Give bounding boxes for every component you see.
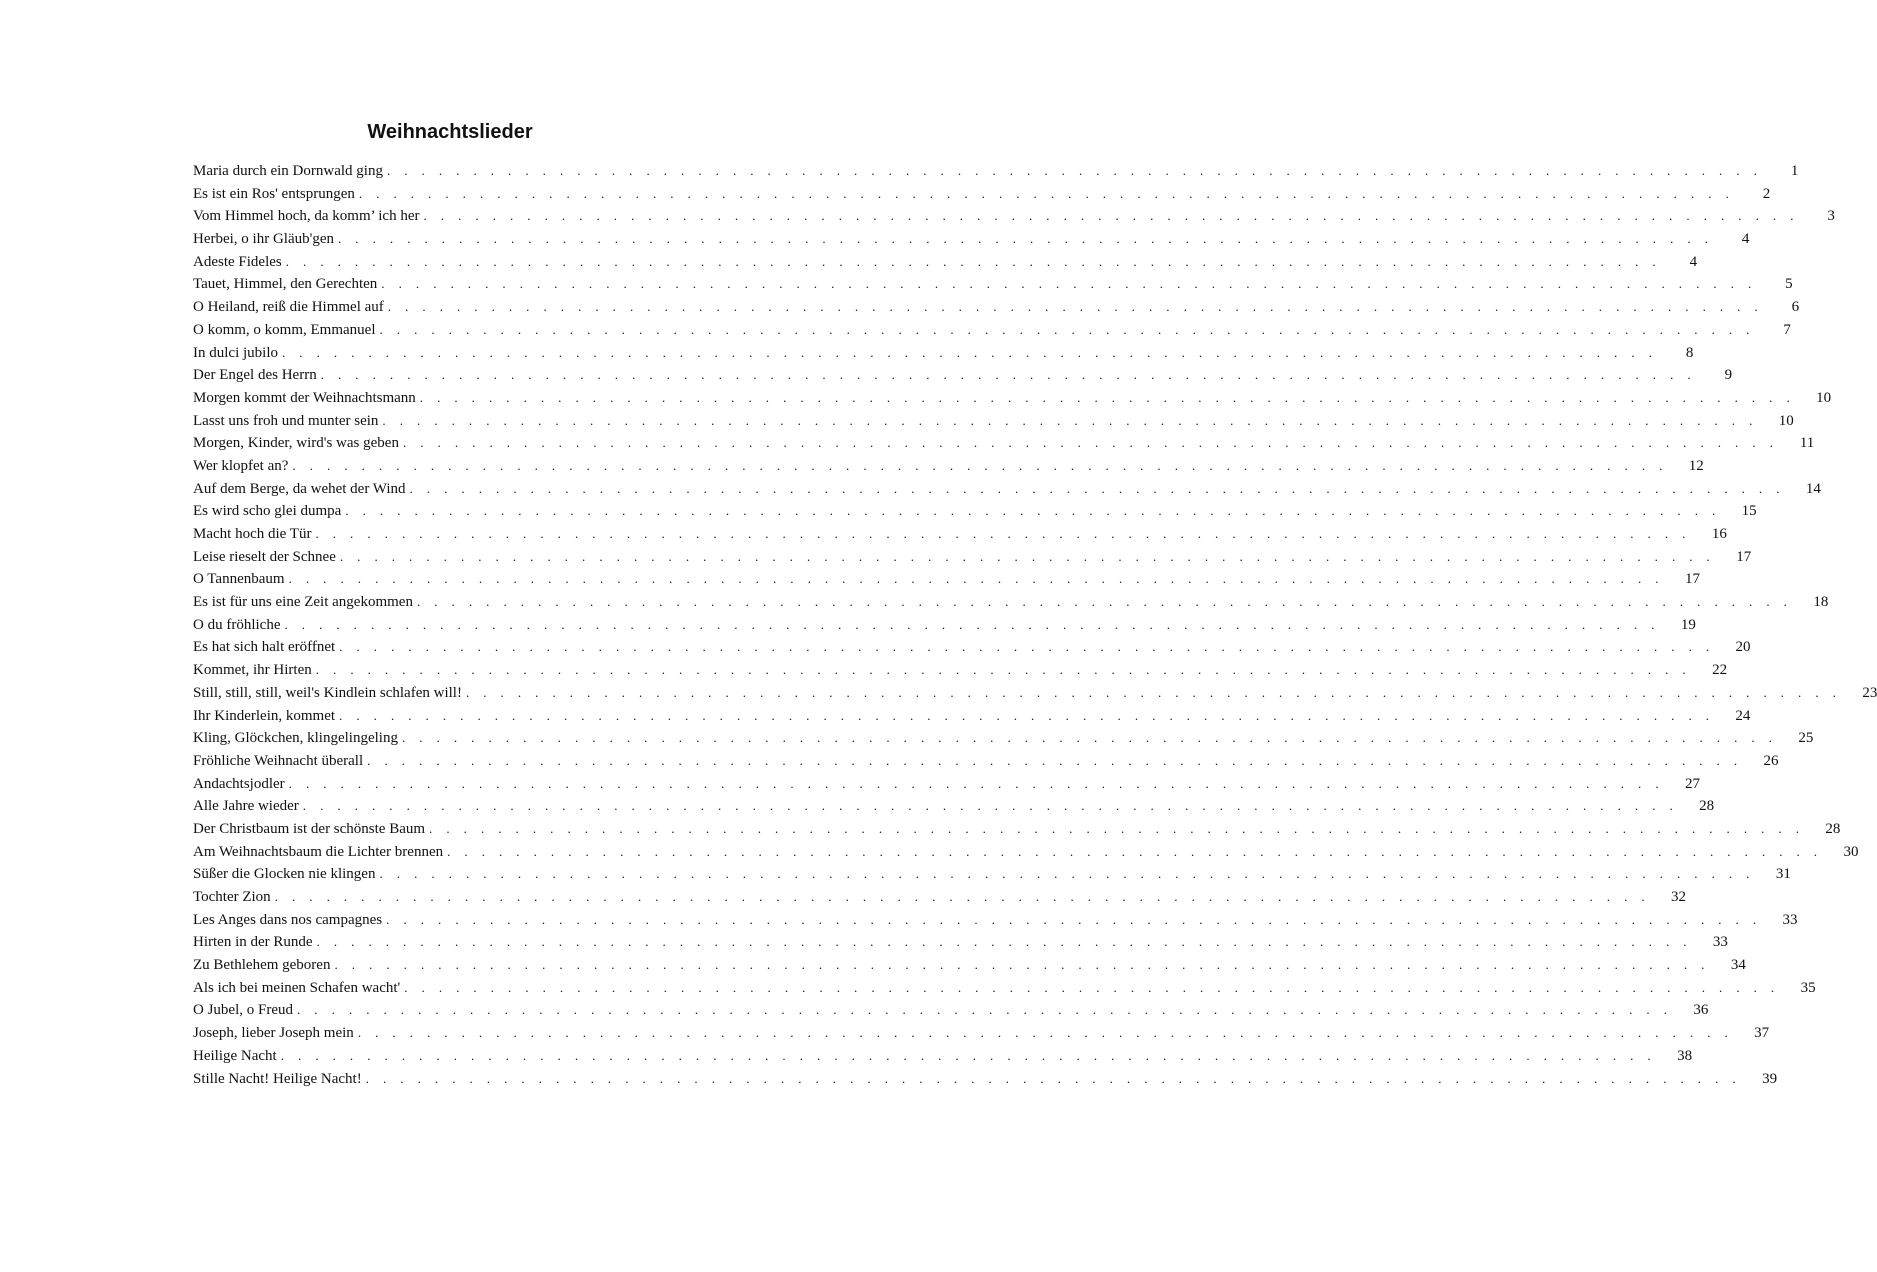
- toc-entry-page-number: 3: [1827, 208, 1835, 225]
- toc-entry: [193, 705, 1751, 728]
- toc-entry-page-number: 24: [1735, 707, 1751, 724]
- toc-entry: [193, 205, 1835, 228]
- toc-entry-page-number: 20: [1735, 639, 1751, 656]
- dot-leader: . . . . . . . . . . . . . . . . . . . . . . . . . . . . . . . . . . . . . . . . . . . . . . . . . . . . . . . . . . . . . . . . . . . . . . . . . . . . . . . .: [320, 367, 1697, 383]
- dot-leader: . . . . . . . . . . . . . . . . . . . . . . . . . . . . . . . . . . . . . . . . . . . . . . . . . . . . . . . . . . . . . . . . . . . . . . . . . . . . . . . .: [285, 253, 1662, 269]
- toc-entry-title: Zu Bethlehem geboren: [193, 957, 331, 974]
- toc-entry-title: Still, still, still, weil's Kindlein schlafen will!: [193, 684, 462, 701]
- toc-entry: [193, 682, 1877, 705]
- toc-entry-title: O Tannenbaum: [193, 571, 285, 588]
- toc-entry-page-number: 8: [1685, 344, 1694, 361]
- dot-leader: . . . . . . . . . . . . . . . . . . . . . . . . . . . . . . . . . . . . . . . . . . . . . . . . . . . . . . . . . . . . . . . . . . . . . . . . . . . . . . . .: [280, 1047, 1657, 1063]
- toc-entry-title: Es hat sich halt eröffnet: [193, 639, 336, 656]
- toc-entry: [193, 478, 1821, 501]
- toc-entry-page-number: 33: [1782, 911, 1798, 928]
- dot-leader: . . . . . . . . . . . . . . . . . . . . . . . . . . . . . . . . . . . . . . . . . . . . . . . . . . . . . . . . . . . . . . . . . . . . . . . . . . . . . . . .: [274, 889, 1651, 904]
- dot-leader: . . . . . . . . . . . . . . . . . . . . . . . . . . . . . . . . . . . . . . . . . . . . . . . . . . . . . . . . . . . . . . . . . . . . . . . . . . . . . . . .: [379, 321, 1755, 337]
- toc-entry-page-number: 6: [1791, 299, 1800, 316]
- toc-entry-page-number: 10: [1816, 389, 1832, 406]
- dot-leader: . . . . . . . . . . . . . . . . . . . . . . . . . . . . . . . . . . . . . . . . . . . . . . . . . . . . . . . . . . . . . . . . . . . . . . . . . . . . . . . .: [386, 911, 1762, 927]
- toc-entry-page-number: 23: [1862, 684, 1877, 701]
- toc-entry-page-number: 37: [1754, 1025, 1770, 1042]
- toc-entry: [193, 659, 1728, 682]
- toc-entry: [193, 999, 1709, 1022]
- toc-entry: [193, 614, 1696, 637]
- dot-leader: . . . . . . . . . . . . . . . . . . . . . . . . . . . . . . . . . . . . . . . . . . . . . . . . . . . . . . . . . . . . . . . . . . . . . . . . . . . . . . . .: [292, 457, 1668, 473]
- toc-entry-page-number: 4: [1689, 253, 1698, 270]
- toc-entry-title: O komm, o komm, Emmanuel: [193, 321, 376, 338]
- toc-entry-title: Ihr Kinderlein, kommet: [193, 707, 336, 724]
- dot-leader: . . . . . . . . . . . . . . . . . . . . . . . . . . . . . . . . . . . . . . . . . . . . . . . . . . . . . . . . . . . . . . . . . . . . . . . . . . . . . . . .: [379, 866, 1755, 882]
- toc-entry-title: Les Anges dans nos campagnes: [193, 911, 383, 928]
- toc-entry: [193, 727, 1814, 750]
- toc-entry-title: Macht hoch die Tür: [193, 526, 312, 542]
- toc-entry: [193, 773, 1700, 796]
- toc-entry-title: Morgen kommt der Weihnachtsmann: [193, 389, 416, 406]
- dot-leader: . . . . . . . . . . . . . . . . . . . . . . . . . . . . . . . . . . . . . . . . . . . . . . . . . . . . . . . . . . . . . . . . . . . . . . . . . . . . . . . .: [357, 1025, 1734, 1041]
- dot-leader: . . . . . . . . . . . . . . . . . . . . . . . . . . . . . . . . . . . . . . . . . . . . . . . . . . . . . . . . . . . . . . . . . . . . . . . . . . . . . . . .: [386, 163, 1763, 178]
- toc-entry-title: Der Engel des Herrn: [193, 367, 317, 384]
- toc-entry: [193, 1068, 1778, 1091]
- toc-entry-title: Auf dem Berge, da wehet der Wind: [193, 480, 406, 497]
- dot-leader: . . . . . . . . . . . . . . . . . . . . . . . . . . . . . . . . . . . . . . . . . . . . . . . . . . . . . . . . . . . . . . . . . . . . . . . . . . . . . . . .: [339, 548, 1716, 564]
- toc-entry-title: Es ist für uns eine Zeit angekommen: [193, 594, 413, 611]
- toc-entry-title: Tochter Zion: [193, 889, 271, 905]
- toc-entry-title: Kommet, ihr Hirten: [193, 662, 312, 679]
- toc-entry: [193, 523, 1727, 546]
- toc-entry: [193, 296, 1800, 319]
- toc-entry-page-number: 12: [1688, 457, 1704, 474]
- toc-entry: [193, 591, 1829, 614]
- toc-entry-page-number: 17: [1684, 571, 1700, 588]
- toc-entry-page-number: 16: [1711, 526, 1727, 542]
- toc-entry: [193, 273, 1793, 296]
- toc-entry-title: Es wird scho glei dumpa: [193, 503, 342, 520]
- dot-leader: . . . . . . . . . . . . . . . . . . . . . . . . . . . . . . . . . . . . . . . . . . . . . . . . . . . . . . . . . . . . . . . . . . . . . . . . . . . . . . . .: [288, 775, 1664, 791]
- dot-leader: . . . . . . . . . . . . . . . . . . . . . . . . . . . . . . . . . . . . . . . . . . . . . . . . . . . . . . . . . . . . . . . . . . . . . . . . . . . . . . . .: [382, 412, 1758, 428]
- toc-entry-page-number: 36: [1693, 1002, 1709, 1019]
- toc-entry-title: Lasst uns froh und munter sein: [193, 412, 379, 429]
- dot-leader: . . . . . . . . . . . . . . . . . . . . . . . . . . . . . . . . . . . . . . . . . . . . . . . . . . . . . . . . . . . . . . . . . . . . . . . . . . . . . . . .: [345, 503, 1721, 519]
- toc-entry: [193, 183, 1771, 206]
- toc-entry-page-number: 30: [1843, 843, 1859, 860]
- toc-entry: [193, 342, 1694, 365]
- toc-entry-title: Heilige Nacht: [193, 1047, 277, 1064]
- dot-leader: . . . . . . . . . . . . . . . . . . . . . . . . . . . . . . . . . . . . . . . . . . . . . . . . . . . . . . . . . . . . . . . . . . . . . . . . . . . . . . . .: [282, 344, 1658, 360]
- toc-entry-page-number: 26: [1763, 752, 1779, 769]
- toc-entry-title: Alle Jahre wieder: [193, 798, 299, 815]
- toc-entry-page-number: 15: [1741, 503, 1757, 520]
- toc-entry-title: Herbei, o ihr Gläub'gen: [193, 231, 334, 248]
- toc-entry: [193, 795, 1715, 818]
- toc-entry-title: O Jubel, o Freud: [193, 1002, 293, 1019]
- toc-entry: [193, 841, 1859, 864]
- dot-leader: . . . . . . . . . . . . . . . . . . . . . . . . . . . . . . . . . . . . . . . . . . . . . . . . . . . . . . . . . . . . . . . . . . . . . . . . . . . . . . . .: [288, 571, 1664, 587]
- dot-leader: . . . . . . . . . . . . . . . . . . . . . . . . . . . . . . . . . . . . . . . . . . . . . . . . . . . . . . . . . . . . . . . . . . . . . . . . . . . . . . . .: [338, 231, 1714, 247]
- toc-entry: [193, 160, 1799, 183]
- toc-entry-page-number: 38: [1677, 1047, 1693, 1064]
- toc-entry: [193, 909, 1798, 932]
- dot-leader: . . . . . . . . . . . . . . . . . . . . . . . . . . . . . . . . . . . . . . . . . . . . . . . . . . . . . . . . . . . . . . . . . . . . . . . . . . . . . . . .: [339, 639, 1715, 655]
- toc-entry: [193, 455, 1704, 478]
- toc-entry: [193, 886, 1687, 909]
- dot-leader: . . . . . . . . . . . . . . . . . . . . . . . . . . . . . . . . . . . . . . . . . . . . . . . . . . . . . . . . . . . . . . . . . . . . . . . . . . . . . . . .: [381, 276, 1757, 292]
- dot-leader: . . . . . . . . . . . . . . . . . . . . . . . . . . . . . . . . . . . . . . . . . . . . . . . . . . . . . . . . . . . . . . . . . . . . . . . . . . . . . . . .: [423, 208, 1799, 224]
- dot-leader: . . . . . . . . . . . . . . . . . . . . . . . . . . . . . . . . . . . . . . . . . . . . . . . . . . . . . . . . . . . . . . . . . . . . . . . . . . . . . . . .: [419, 389, 1796, 405]
- toc-entry: [193, 750, 1779, 773]
- toc-entry-page-number: 10: [1778, 412, 1794, 429]
- toc-entry: [193, 251, 1698, 274]
- dot-leader: . . . . . . . . . . . . . . . . . . . . . . . . . . . . . . . . . . . . . . . . . . . . . . . . . . . . . . . . . . . . . . . . . . . . . . . . . . . . . . . .: [316, 934, 1692, 950]
- dot-leader: . . . . . . . . . . . . . . . . . . . . . . . . . . . . . . . . . . . . . . . . . . . . . . . . . . . . . . . . . . . . . . . . . . . . . . . . . . . . . . . .: [297, 1002, 1673, 1018]
- toc-entry: [193, 931, 1728, 954]
- toc-entry-page-number: 4: [1741, 231, 1750, 248]
- toc-entry-page-number: 14: [1805, 480, 1821, 497]
- dot-leader: . . . . . . . . . . . . . . . . . . . . . . . . . . . . . . . . . . . . . . . . . . . . . . . . . . . . . . . . . . . . . . . . . . . . . . . . . . . . . . . .: [447, 843, 1823, 859]
- page-title: Weihnachtslieder: [367, 121, 533, 143]
- toc-entry-title: Stille Nacht! Heilige Nacht!: [193, 1070, 362, 1087]
- toc-entry: [193, 319, 1791, 342]
- dot-leader: . . . . . . . . . . . . . . . . . . . . . . . . . . . . . . . . . . . . . . . . . . . . . . . . . . . . . . . . . . . . . . . . . . . . . . . . . . . . . . . .: [404, 979, 1780, 995]
- toc-entry: [193, 387, 1832, 410]
- toc-entry-page-number: 1: [1790, 163, 1799, 179]
- toc-entry-page-number: 2: [1762, 185, 1771, 202]
- toc-entry-title: Vom Himmel hoch, da komm’ ich her: [193, 208, 420, 225]
- toc-entry-page-number: 28: [1699, 798, 1715, 815]
- toc-entry-title: Süßer die Glocken nie klingen: [193, 866, 376, 883]
- toc-entry: [193, 954, 1746, 977]
- dot-leader: . . . . . . . . . . . . . . . . . . . . . . . . . . . . . . . . . . . . . . . . . . . . . . . . . . . . . . . . . . . . . . . . . . . . . . . . . . . . . . . .: [334, 957, 1710, 973]
- toc-entry: [193, 1045, 1693, 1068]
- toc-entry-page-number: 17: [1736, 548, 1752, 565]
- toc-entry: [193, 500, 1757, 523]
- dot-leader: . . . . . . . . . . . . . . . . . . . . . . . . . . . . . . . . . . . . . . . . . . . . . . . . . . . . . . . . . . . . . . . . . . . . . . . . . . . . . . . .: [284, 616, 1660, 632]
- toc-entry: [193, 863, 1791, 886]
- toc-entry: [193, 568, 1700, 591]
- dot-leader: . . . . . . . . . . . . . . . . . . . . . . . . . . . . . . . . . . . . . . . . . . . . . . . . . . . . . . . . . . . . . . . . . . . . . . . . . . . . . . . .: [315, 526, 1691, 541]
- dot-leader: . . . . . . . . . . . . . . . . . . . . . . . . . . . . . . . . . . . . . . . . . . . . . . . . . . . . . . . . . . . . . . . . . . . . . . . . . . . . . . . .: [339, 707, 1715, 723]
- toc-entry-page-number: 11: [1799, 435, 1815, 452]
- toc-entry-title: Morgen, Kinder, wird's was geben: [193, 435, 399, 452]
- toc-entry-title: Wer klopfet an?: [193, 457, 289, 474]
- toc-entry-title: Maria durch ein Dornwald ging: [193, 163, 383, 179]
- toc-entry-title: Leise rieselt der Schnee: [193, 548, 336, 565]
- toc-entry: [193, 1022, 1770, 1045]
- toc-entry-page-number: 32: [1671, 889, 1687, 905]
- toc-entry: [193, 364, 1733, 387]
- dot-leader: . . . . . . . . . . . . . . . . . . . . . . . . . . . . . . . . . . . . . . . . . . . . . . . . . . . . . . . . . . . . . . . . . . . . . . . . . . . . . . . .: [429, 820, 1805, 836]
- toc-entry-title: In dulci jubilo: [193, 344, 278, 361]
- dot-leader: . . . . . . . . . . . . . . . . . . . . . . . . . . . . . . . . . . . . . . . . . . . . . . . . . . . . . . . . . . . . . . . . . . . . . . . . . . . . . . . .: [402, 435, 1779, 451]
- toc-entry-title: Es ist ein Ros' entsprungen: [193, 185, 355, 202]
- toc-entry: [193, 636, 1751, 659]
- toc-entry-page-number: 35: [1800, 979, 1816, 996]
- toc-entry-title: Tauet, Himmel, den Gerechten: [193, 276, 378, 293]
- dot-leader: . . . . . . . . . . . . . . . . . . . . . . . . . . . . . . . . . . . . . . . . . . . . . . . . . . . . . . . . . . . . . . . . . . . . . . . . . . . . . . . .: [367, 752, 1743, 768]
- toc-entry-page-number: 19: [1680, 616, 1696, 633]
- toc-entry-page-number: 7: [1783, 321, 1791, 338]
- toc-entry-page-number: 39: [1762, 1070, 1778, 1087]
- dot-leader: . . . . . . . . . . . . . . . . . . . . . . . . . . . . . . . . . . . . . . . . . . . . . . . . . . . . . . . . . . . . . . . . . . . . . . . . . . . . . . . .: [387, 299, 1764, 315]
- toc-entry-title: Am Weihnachtsbaum die Lichter brennen: [193, 843, 444, 860]
- toc-entry-title: Joseph, lieber Joseph mein: [193, 1025, 354, 1042]
- toc-entry-page-number: 33: [1712, 934, 1728, 951]
- toc-entry: [193, 228, 1750, 251]
- dot-leader: . . . . . . . . . . . . . . . . . . . . . . . . . . . . . . . . . . . . . . . . . . . . . . . . . . . . . . . . . . . . . . . . . . . . . . . . . . . . . . . .: [315, 662, 1692, 678]
- toc-entry-page-number: 34: [1730, 957, 1746, 974]
- toc-entry-page-number: 22: [1712, 662, 1728, 679]
- dot-leader: . . . . . . . . . . . . . . . . . . . . . . . . . . . . . . . . . . . . . . . . . . . . . . . . . . . . . . . . . . . . . . . . . . . . . . . . . . . . . . . .: [358, 185, 1735, 201]
- toc-entry-title: Der Christbaum ist der schönste Baum: [193, 820, 426, 837]
- toc-entry-page-number: 28: [1825, 820, 1841, 837]
- toc-entry: [193, 546, 1752, 569]
- toc-entry-title: Kling, Glöckchen, klingelingeling: [193, 730, 398, 747]
- toc-entry: [193, 818, 1841, 841]
- toc-entry-page-number: 18: [1813, 594, 1829, 611]
- dot-leader: . . . . . . . . . . . . . . . . . . . . . . . . . . . . . . . . . . . . . . . . . . . . . . . . . . . . . . . . . . . . . . . . . . . . . . . . . . . . . . . .: [465, 684, 1842, 700]
- toc-entry-title: Fröhliche Weihnacht überall: [193, 752, 364, 769]
- toc-entry-title: Andachtsjodler: [193, 775, 285, 792]
- table-of-contents: [193, 160, 1877, 1090]
- dot-leader: . . . . . . . . . . . . . . . . . . . . . . . . . . . . . . . . . . . . . . . . . . . . . . . . . . . . . . . . . . . . . . . . . . . . . . . . . . . . . . . .: [409, 480, 1785, 496]
- toc-entry-page-number: 5: [1785, 276, 1793, 293]
- toc-entry: [193, 432, 1815, 455]
- toc-entry-title: O du fröhliche: [193, 616, 281, 633]
- toc-entry-page-number: 31: [1775, 866, 1791, 883]
- toc-entry-title: Hirten in der Runde: [193, 934, 313, 951]
- dot-leader: . . . . . . . . . . . . . . . . . . . . . . . . . . . . . . . . . . . . . . . . . . . . . . . . . . . . . . . . . . . . . . . . . . . . . . . . . . . . . . . .: [416, 594, 1793, 610]
- toc-entry: [193, 977, 1816, 1000]
- toc-entry-title: Adeste Fideles: [193, 253, 282, 270]
- dot-leader: . . . . . . . . . . . . . . . . . . . . . . . . . . . . . . . . . . . . . . . . . . . . . . . . . . . . . . . . . . . . . . . . . . . . . . . . . . . . . . . .: [302, 798, 1679, 814]
- toc-entry-page-number: 9: [1724, 367, 1733, 384]
- toc-entry-title: Als ich bei meinen Schafen wacht': [193, 979, 401, 996]
- toc-entry-title: O Heiland, reiß die Himmel auf: [193, 299, 384, 316]
- toc-entry-page-number: 27: [1685, 775, 1700, 792]
- toc-entry-page-number: 25: [1798, 730, 1814, 747]
- dot-leader: . . . . . . . . . . . . . . . . . . . . . . . . . . . . . . . . . . . . . . . . . . . . . . . . . . . . . . . . . . . . . . . . . . . . . . . . . . . . . . . .: [365, 1070, 1742, 1086]
- toc-entry: [193, 410, 1794, 433]
- dot-leader: . . . . . . . . . . . . . . . . . . . . . . . . . . . . . . . . . . . . . . . . . . . . . . . . . . . . . . . . . . . . . . . . . . . . . . . . . . . . . . . .: [401, 730, 1778, 746]
